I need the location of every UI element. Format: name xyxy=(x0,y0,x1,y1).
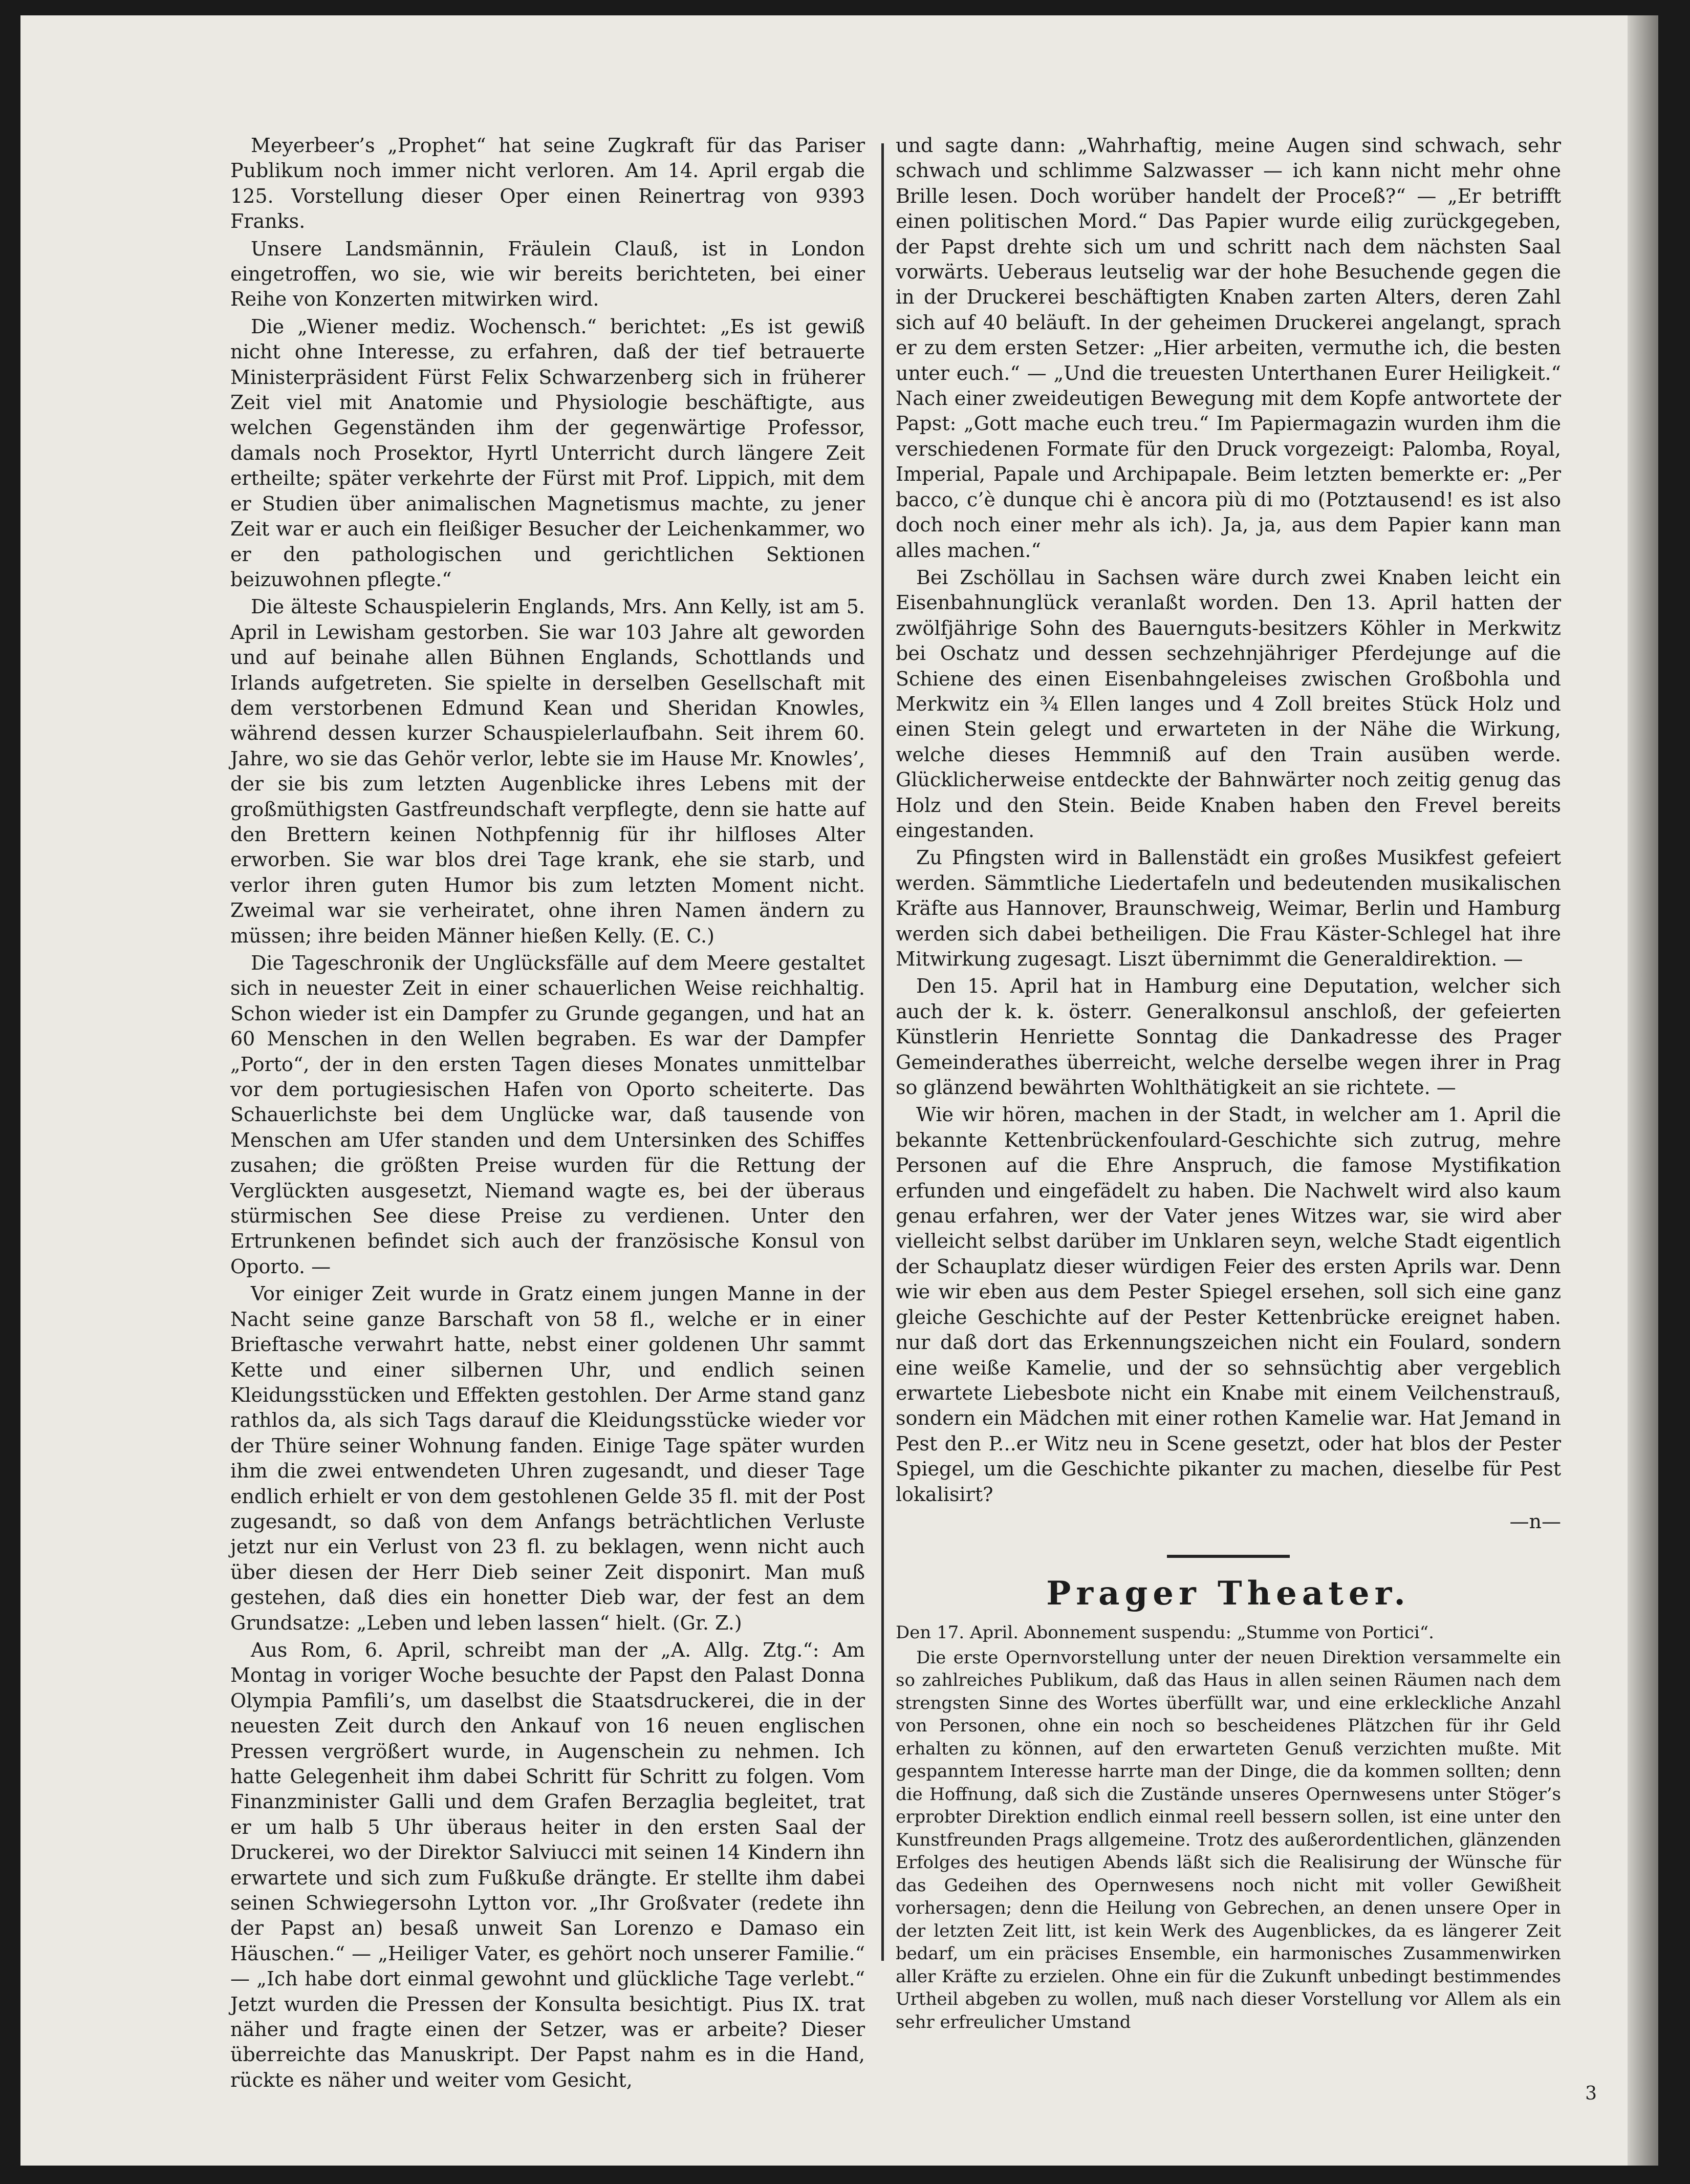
news-item-prophet: Meyerbeer’s „Prophet“ hat seine Zugkraft für das Pariser Publikum noch immer nicht verloren. Am 14. April ergab die 125. Vorstellung dieser Oper einen Reinertrag von 9393 Franks. xyxy=(230,134,865,233)
newspaper-page xyxy=(20,15,1658,2166)
section-divider xyxy=(1167,1555,1290,1558)
news-item-rome-continued: und sagte dann: „Wahrhaftig, meine Augen sind schwach, sehr schwach und schlimme Salzwasser — ich kann nicht mehr ohne Brille lesen. Doch worüber handelt der Proceß?“ — „Er betrifft einen politischen Mord.“ Das Papier wurde eilig zurückgegeben, der Papst drehte sich um und schritt nach dem nächsten Saal vorwärts. Ueberaus leutselig war der hohe Besuchende gegen die in der Druckerei beschäftigten Knaben zarten Alters, deren Zahl sich auf 40 beläuft. In der geheimen Druckerei angelangt, sprach er zu dem ersten Setzer: „Hier arbeiten, vermuthe ich, die besten unter euch.“ — „Und die treuesten Unterthanen Eurer Heiligkeit.“ Nach einer zweideutigen Bewegung mit dem Kopfe antwortete der Papst: „Gott mache euch treu.“ Im Papiermagazin wurden ihm die verschiedenen Formate für den Druck vorgezeigt: Palomba, Royal, Imperial, Papale und Archipapale. Beim letzten bemerkte er: „Per bacco, c’è dunque chi è ancora più di mo (Potztausend! es ist also doch noch einer mehr als ich). Ja, ja, aus dem Papier kann man alles machen.“ xyxy=(896,134,1561,562)
page-mark: 3 xyxy=(1585,2083,1597,2104)
news-item-ballenstaedt: Zu Pfingsten wird in Ballenstädt ein großes Musikfest gefeiert werden. Sämmtliche Liedertafeln und bedeutenden musikalischen Kräfte aus Hannover, Braunschweig, Weimar, Berlin und Hamburg werden sich dabei betheiligen. Die Frau Käster-Schlegel hat ihre Mitwirkung zugesagt. Liszt übernimmt die Generaldirektion. — xyxy=(896,846,1561,970)
news-item-kettenbruecke: Wie wir hören, machen in der Stadt, in welcher am 1. April die bekannte Kettenbrückenfoulard-Geschichte sich zutrug, mehre Personen auf die Ehre Anspruch, die famose Mystifikation erfunden und eingefädelt zu haben. Die Nachwelt wird also kaum genau erfahren, wer der Vater jenes Witzes war, sie wird aber vielleicht selbst darüber im Unklaren seyn, welche Stadt eigentlich der Schauplatz dieser würdigen Feier des ersten Aprils war. Denn wie wir eben aus dem Pester Spiegel ersehen, soll sich eine ganz gleiche Geschichte auf der Pester Kettenbrücke ereignet haben. nur daß dort das Erkennungszeichen nicht ein Foulard, sondern eine weiße Kamelie, und der so sehnsüchtig aber vergeblich erwartete Liebesbote nicht ein Knabe mit einem Veilchenstrauß, sondern ein Mädchen mit einer rothen Kamelie war. Hat Jemand in Pest den P...er Witz neu in Scene gesetzt, oder hat blos der Pester Spiegel, um die Geschichte pikanter zu machen, dieselbe für Pest lokalisirt? xyxy=(896,1103,1561,1506)
news-item-zschoellau: Bei Zschöllau in Sachsen wäre durch zwei Knaben leicht ein Eisenbahnunglück veranlaßt worden. Den 13. April hatten der zwölfjährige Sohn des Bauernguts-besitzers Köhler in Merkwitz bei Oschatz und dessen sechzehnjähriger Pferdejunge auf die Schiene des einen Eisenbahngeleises zwischen Großbohla und Merkwitz ein ¾ Ellen langes und 4 Zoll breites Stück Holz und einen Stein gelegt und erwarteten in der Nähe die Wirkung, welche dieses Hemmniß auf den Train ausüben werde. Glücklicherweise entdeckte der Bahnwärter noch zeitig genug das Holz und den Stein. Beide Knaben haben den Frevel bereits eingestanden. xyxy=(896,566,1561,842)
theater-subheading: Den 17. April. Abonnement suspendu: „Stumme von Portici“. xyxy=(896,1622,1434,1643)
news-item-gratz-theft: Vor einiger Zeit wurde in Gratz einem jungen Manne in der Nacht seine ganze Barschaft von 58 fl., welche er in einer Brieftasche verwahrt hatte, nebst einer goldenen Uhr sammt Kette und einer silbernen Uhr, und endlich seinen Kleidungsstücken und Effekten gestohlen. Der Arme stand ganz rathlos da, als sich Tags darauf die Kleidungsstücke wieder vor der Thüre seiner Wohnung fanden. Einige Tage später wurden ihm die zwei entwendeten Uhren zugesandt, und dieser Tage endlich erhielt er von dem gestohlenen Gelde 35 fl. mit der Post zugesandt, so daß von dem Anfangs beträchtlichen Verluste jetzt nur ein Verlust von 23 fl. zu beklagen, wenn nicht auch über diesen der Herr Dieb seiner Zeit disponirt. Man muß gestehen, daß dies ein honetter Dieb war, der fest an dem Grundsatze: „Leben und leben lassen“ hielt. (Gr. Z.) xyxy=(230,1282,865,1634)
news-item-porto: Die Tageschronik der Unglücksfälle auf dem Meere gestaltet sich in neuester Zeit in einer schauerlichen Weise reichhaltig. Schon wieder ist ein Dampfer zu Grunde gegangen, und hat an 60 Menschen in den Wellen begraben. Es war der Dampfer „Porto“, der in den ersten Tagen dieses Monates unmittelbar vor dem portugiesischen Hafen von Oporto scheiterte. Das Schauerlichste bei dem Unglücke war, daß tausende von Menschen am Ufer standen und dem Untersinken des Schiffes zusahen; die größten Preise wurden für die Rettung der Verglückten ausgesetzt, Niemand wagte es, bei der überaus stürmischen See diese Preise zu verdienen. Unter den Ertrunkenen befindet sich auch der französische Konsul von Oporto. — xyxy=(230,952,865,1278)
theater-heading: Prager Theater. xyxy=(1046,1574,1411,1613)
right-column xyxy=(896,133,1561,2036)
news-item-clauss: Unsere Landsmännin, Fräulein Clauß, ist in London eingetroffen, wo sie, wie wir bereits berichteten, bei einer Reihe von Konzerten mitwirken wird. xyxy=(230,237,865,311)
signature: —n— xyxy=(1509,1510,1561,1533)
news-item-kelly: Die älteste Schauspielerin Englands, Mrs. Ann Kelly, ist am 5. April in Lewisham gestorben. Sie war 103 Jahre alt geworden und auf beinahe allen Bühnen Englands, Schottlands und Irlands aufgetreten. Sie spielte in derselben Gesellschaft mit dem verstorbenen Edmund Kean und Sheridan Knowles, während dessen kurzer Schauspielerlaufbahn. Seit ihrem 60. Jahre, wo sie das Gehör verlor, lebte sie im Hause Mr. Knowles’, der sie bis zum letzten Augenblicke ihres Lebens mit der großmüthigsten Gastfreundschaft verpflegte, denn sie hatte auf den Brettern keinen Nothpfennig für ihr hilfloses Alter erworben. Sie war blos drei Tage krank, ehe sie starb, und verlor ihren guten Humor bis zum letzten Moment nicht. Zweimal war sie verheiratet, ohne ihren Namen ändern zu müssen; ihre beiden Männer hießen Kelly. (E. C.) xyxy=(230,595,865,947)
news-item-schwarzenberg: Die „Wiener mediz. Wochensch.“ berichtet: „Es ist gewiß nicht ohne Interesse, zu erfahren, daß der tief betrauerte Ministerpräsident Fürst Felix Schwarzenberg sich in früherer Zeit viel mit Anatomie und Physiologie beschäftigte, aus welchen Gegenständen ihm der gegenwärtige Professor, damals noch Prosektor, Hyrtl Unterricht durch längere Zeit ertheilte; später verkehrte der Fürst mit Prof. Lippich, mit dem er Studien über animalischen Magnetismus machte, zu jener Zeit war er auch ein fleißiger Besucher der Leichenkammer, wo er den pathologischen und gerichtlichen Sektionen beizuwohnen pflegte.“ xyxy=(230,315,865,591)
column-divider xyxy=(881,143,884,1961)
news-item-rome-press: Aus Rom, 6. April, schreibt man der „A. Allg. Ztg.“: Am Montag in voriger Woche besuchte der Papst den Palast Donna Olympia Pamfili’s, um daselbst die Staatsdruckerei, die in der neuesten Zeit durch den Ankauf von 16 neuen englischen Pressen vergrößert wurde, in Augenschein zu nehmen. Ich hatte Gelegenheit ihm dabei Schritt für Schritt zu folgen. Vom Finanzminister Galli und dem Grafen Berzaglia begleitet, trat er um halb 5 Uhr überaus heiter in den ersten Saal der Druckerei, wo der Direktor Salviucci mit seinen 14 Kindern ihn erwartete und sich zum Fußkuße drängte. Er stellte ihm dabei seinen Schwiegersohn Lytton vor. „Ihr Großvater (redete ihn der Papst an) besaß unweit San Lorenzo e Damaso ein Häuschen.“ — „Heiliger Vater, es gehört noch unserer Familie.“ — „Ich habe dort einmal gewohnt und glückliche Tage verlebt.“ Jetzt wurden die Pressen der Konsulta besichtigt. Pius IX. trat näher und fragte einen der Setzer, was er arbeite? Dieser überreichte das Manuskript. Der Papst nahm es in die Hand, rückte es näher und weiter vom Gesicht, xyxy=(230,1638,865,2091)
page-edge-shadow xyxy=(1628,15,1658,2166)
theater-review: Die erste Opernvorstellung unter der neuen Direktion versammelte ein so zahlreiches Publikum, daß das Haus in allen seinen Räumen nach dem strengsten Sinne des Wortes überfüllt war, und eine erkleckliche Anzahl von Personen, ohne ein noch so bescheidenes Plätzchen für ihr Geld erhalten zu können, auf den erwarteten Genuß verzichten mußte. Mit gespanntem Interesse harrte man der Dinge, die da kommen sollten; denn die Hoffnung, daß sich die Zustände unseres Opernwesens unter Stöger’s erprobter Direktion endlich einmal reell bessern sollen, ist eine unter den Kunstfreunden Prags allgemeine. Trotz des außerordentlichen, glänzenden Erfolges des heutigen Abends läßt sich die Realisirung der Wünsche für das Gedeihen des Opernwesens noch nicht mit voller Gewißheit vorhersagen; denn die Heilung von Gebrechen, an denen unsere Oper in der letzten Zeit litt, ist kein Werk des Augenblickes, da es längerer Zeit bedarf, um ein präcises Ensemble, ein harmonisches Zusammenwirken aller Kräfte zu erzielen. Ohne ein für die Zukunft unbedingt bestimmendes Urtheil abgeben zu wollen, muß nach dieser Vorstellung vor Allem als ein sehr erfreulicher Umstand xyxy=(896,1647,1561,2032)
news-item-sonntag: Den 15. April hat in Hamburg eine Deputation, welcher sich auch der k. k. österr. Generalkonsul anschloß, der gefeierten Künstlerin Henriette Sonntag die Dankadresse des Prager Gemeinderathes überreicht, welche derselbe wegen ihrer in Prag so glänzend bewährten Wohlthätigkeit an sie richtete. — xyxy=(896,975,1561,1099)
left-column xyxy=(230,133,865,2095)
